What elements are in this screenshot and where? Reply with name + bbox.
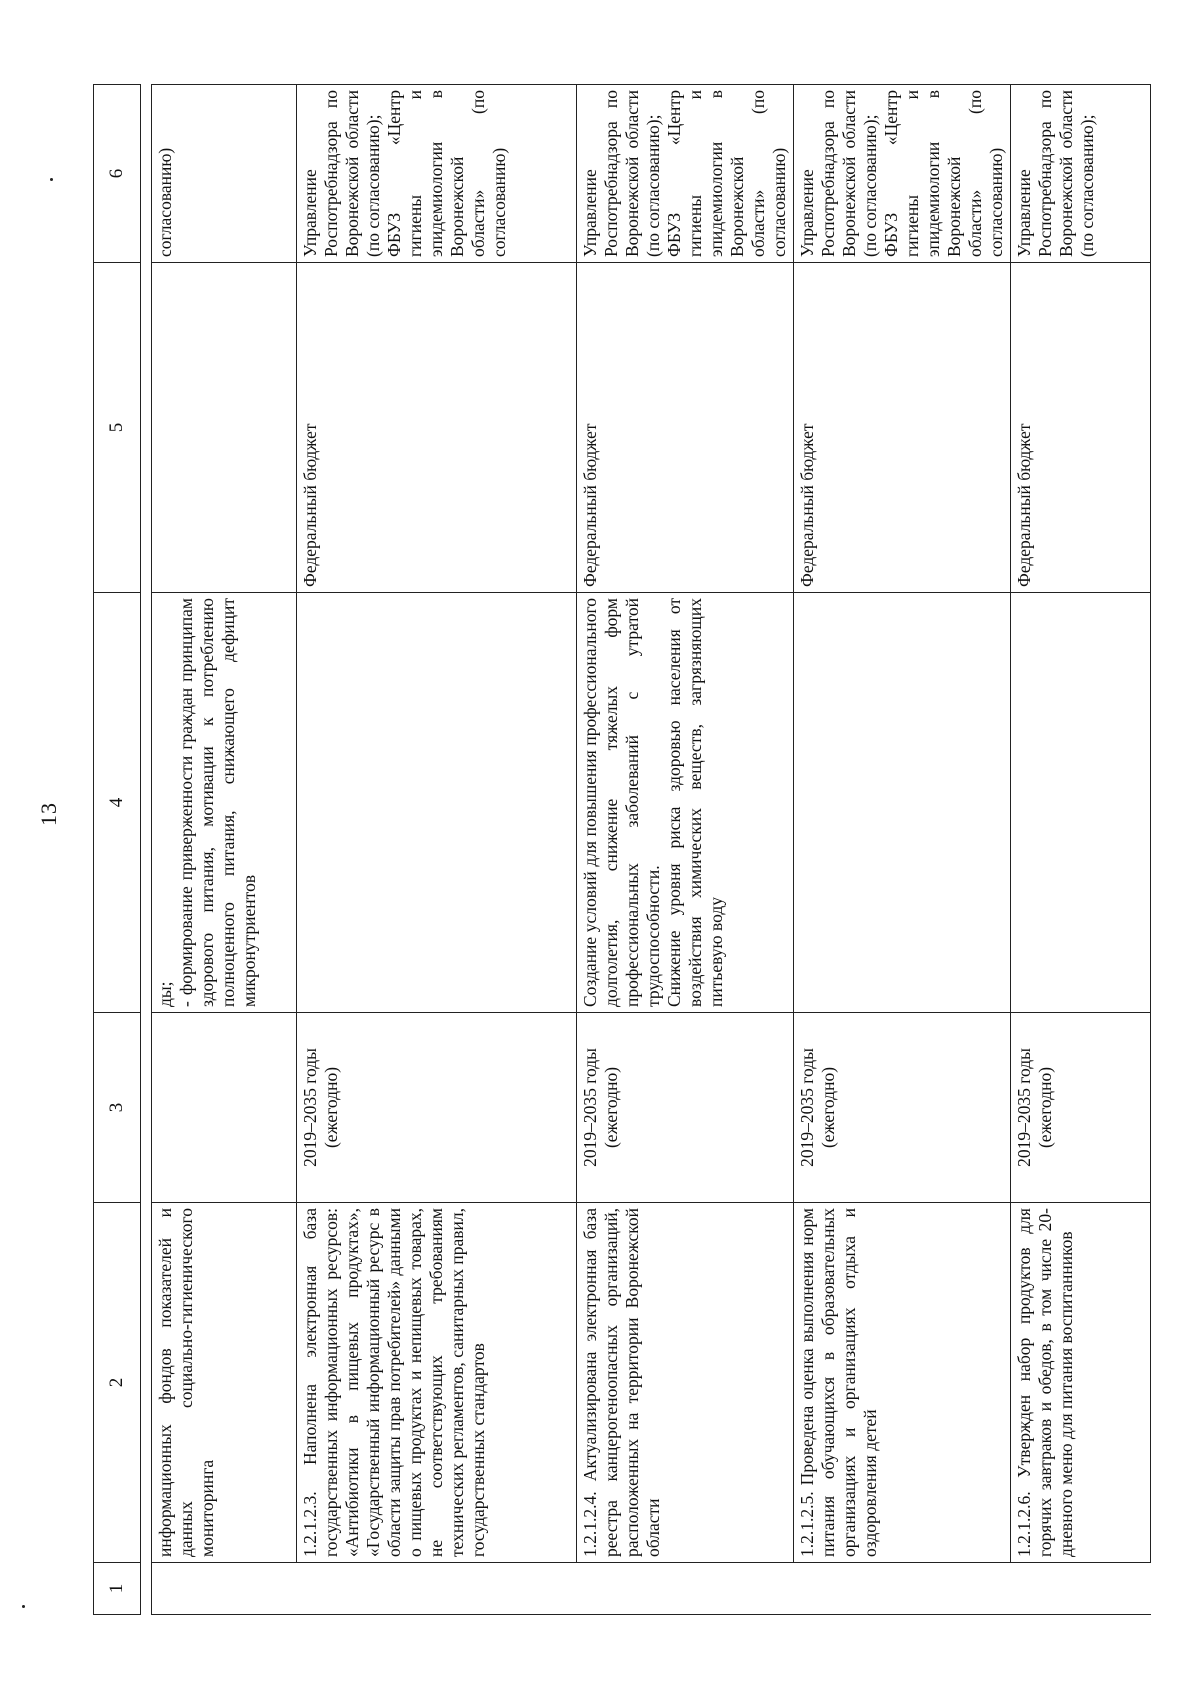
table-cell-col1 <box>152 1563 297 1615</box>
header-gap <box>141 85 152 1615</box>
table-cell-col3: 2019–2035 годы (ежегодно) <box>794 1013 1011 1203</box>
table-row <box>577 85 794 1615</box>
plan-table <box>93 84 1151 1615</box>
table-cell-col6: Управление Роспотребнадзора по Воронежской области (по согласованию); ФБУЗ «Центр гигиены и эпидемиологии в Воронежской области» (по согласованию) <box>577 85 794 263</box>
table-cell-col6: Управление Роспотребнадзора по Воронежской области (по согласованию); ФБУЗ «Центр гигиены и эпидемиологии в Воронежской области» (по согласованию) <box>297 85 577 263</box>
table-cell-col5: Федеральный бюджет <box>1011 263 1151 593</box>
table-cell-col6: согласованию) <box>152 85 297 263</box>
table-cell-col1 <box>577 1563 794 1615</box>
table-cell-col2: информационных фондов показателей и данных социально-гигиенического мониторинга <box>152 1203 297 1563</box>
table-cell-col2: 1.2.1.2.3. Наполнена электронная база государственных информационных ресурсов: «Антибиотики в пищевых продуктах», «Государственный информационный ресурс в области защиты прав потребителей» данными о пищевых продуктах и непищевых товарах, не соответствующих требованиям технических регламентов, санитарных правил, государственных стандартов <box>297 1203 577 1563</box>
table-cell-col6: Управление Роспотребнадзора по Воронежской области (по согласованию); <box>1011 85 1151 263</box>
rotated-table-container <box>93 85 1123 1615</box>
column-header: 2 <box>94 1203 141 1563</box>
header-row <box>94 85 141 1615</box>
table-cell-col3: 2019–2035 годы (ежегодно) <box>577 1013 794 1203</box>
table-cell-col3: 2019–2035 годы (ежегодно) <box>1011 1013 1151 1203</box>
table-row <box>794 85 1011 1615</box>
table-cell-col3 <box>152 1013 297 1203</box>
table-cell-col1 <box>794 1563 1011 1615</box>
table-cell-col2: 1.2.1.2.6. Утвержден набор продуктов для горячих завтраков и обедов, в том числе 20-дневного меню для питания воспитанников <box>1011 1203 1151 1563</box>
table-row <box>152 85 297 1615</box>
column-header: 1 <box>94 1563 141 1615</box>
table-cell-col4: Создание условий для повышения профессионального долголетия, снижение тяжелых форм профессиональных заболеваний с утратой трудоспособности. Снижение уровня риска здоровью населения от воздействия химических веществ, загрязняющих питьевую воду <box>577 593 794 1013</box>
table-cell-col4 <box>794 593 1011 1013</box>
table-cell-col2: 1.2.1.2.5. Проведена оценка выполнения норм питания обучающихся в образовательных организациях и организациях отдыха и оздоровления детей <box>794 1203 1011 1563</box>
table-cell-col2: 1.2.1.2.4. Актуализирована электронная база реестра канцерогеноопасных организаций, расположенных на территории Воронежской области <box>577 1203 794 1563</box>
table-cell-col1 <box>1011 1563 1151 1615</box>
table-cell-col4: ды; - формирование приверженности граждан принципам здорового питания, мотивации к потреблению полноценного питания, снижающего дефицит микронутриентов <box>152 593 297 1013</box>
column-header: 3 <box>94 1013 141 1203</box>
column-header: 6 <box>94 85 141 263</box>
table-cell-col4 <box>297 593 577 1013</box>
table-cell-col5: Федеральный бюджет <box>577 263 794 593</box>
page-number: 13 <box>36 802 61 826</box>
table-body <box>152 85 1151 1615</box>
scan-speck <box>50 178 53 181</box>
table-cell-col1 <box>297 1563 577 1615</box>
table-row <box>1011 85 1151 1615</box>
scan-speck <box>22 1605 25 1608</box>
column-header: 5 <box>94 263 141 593</box>
column-header: 4 <box>94 593 141 1013</box>
table-row <box>297 85 577 1615</box>
table-cell-col5: Федеральный бюджет <box>794 263 1011 593</box>
table-cell-col6: Управление Роспотребнадзора по Воронежской области (по согласованию); ФБУЗ «Центр гигиены и эпидемиологии в Воронежской области» (по согласованию) <box>794 85 1011 263</box>
table-cell-col5: Федеральный бюджет <box>297 263 577 593</box>
table-cell-col5 <box>152 263 297 593</box>
table-cell-col4 <box>1011 593 1151 1013</box>
table-cell-col3: 2019–2035 годы (ежегодно) <box>297 1013 577 1203</box>
